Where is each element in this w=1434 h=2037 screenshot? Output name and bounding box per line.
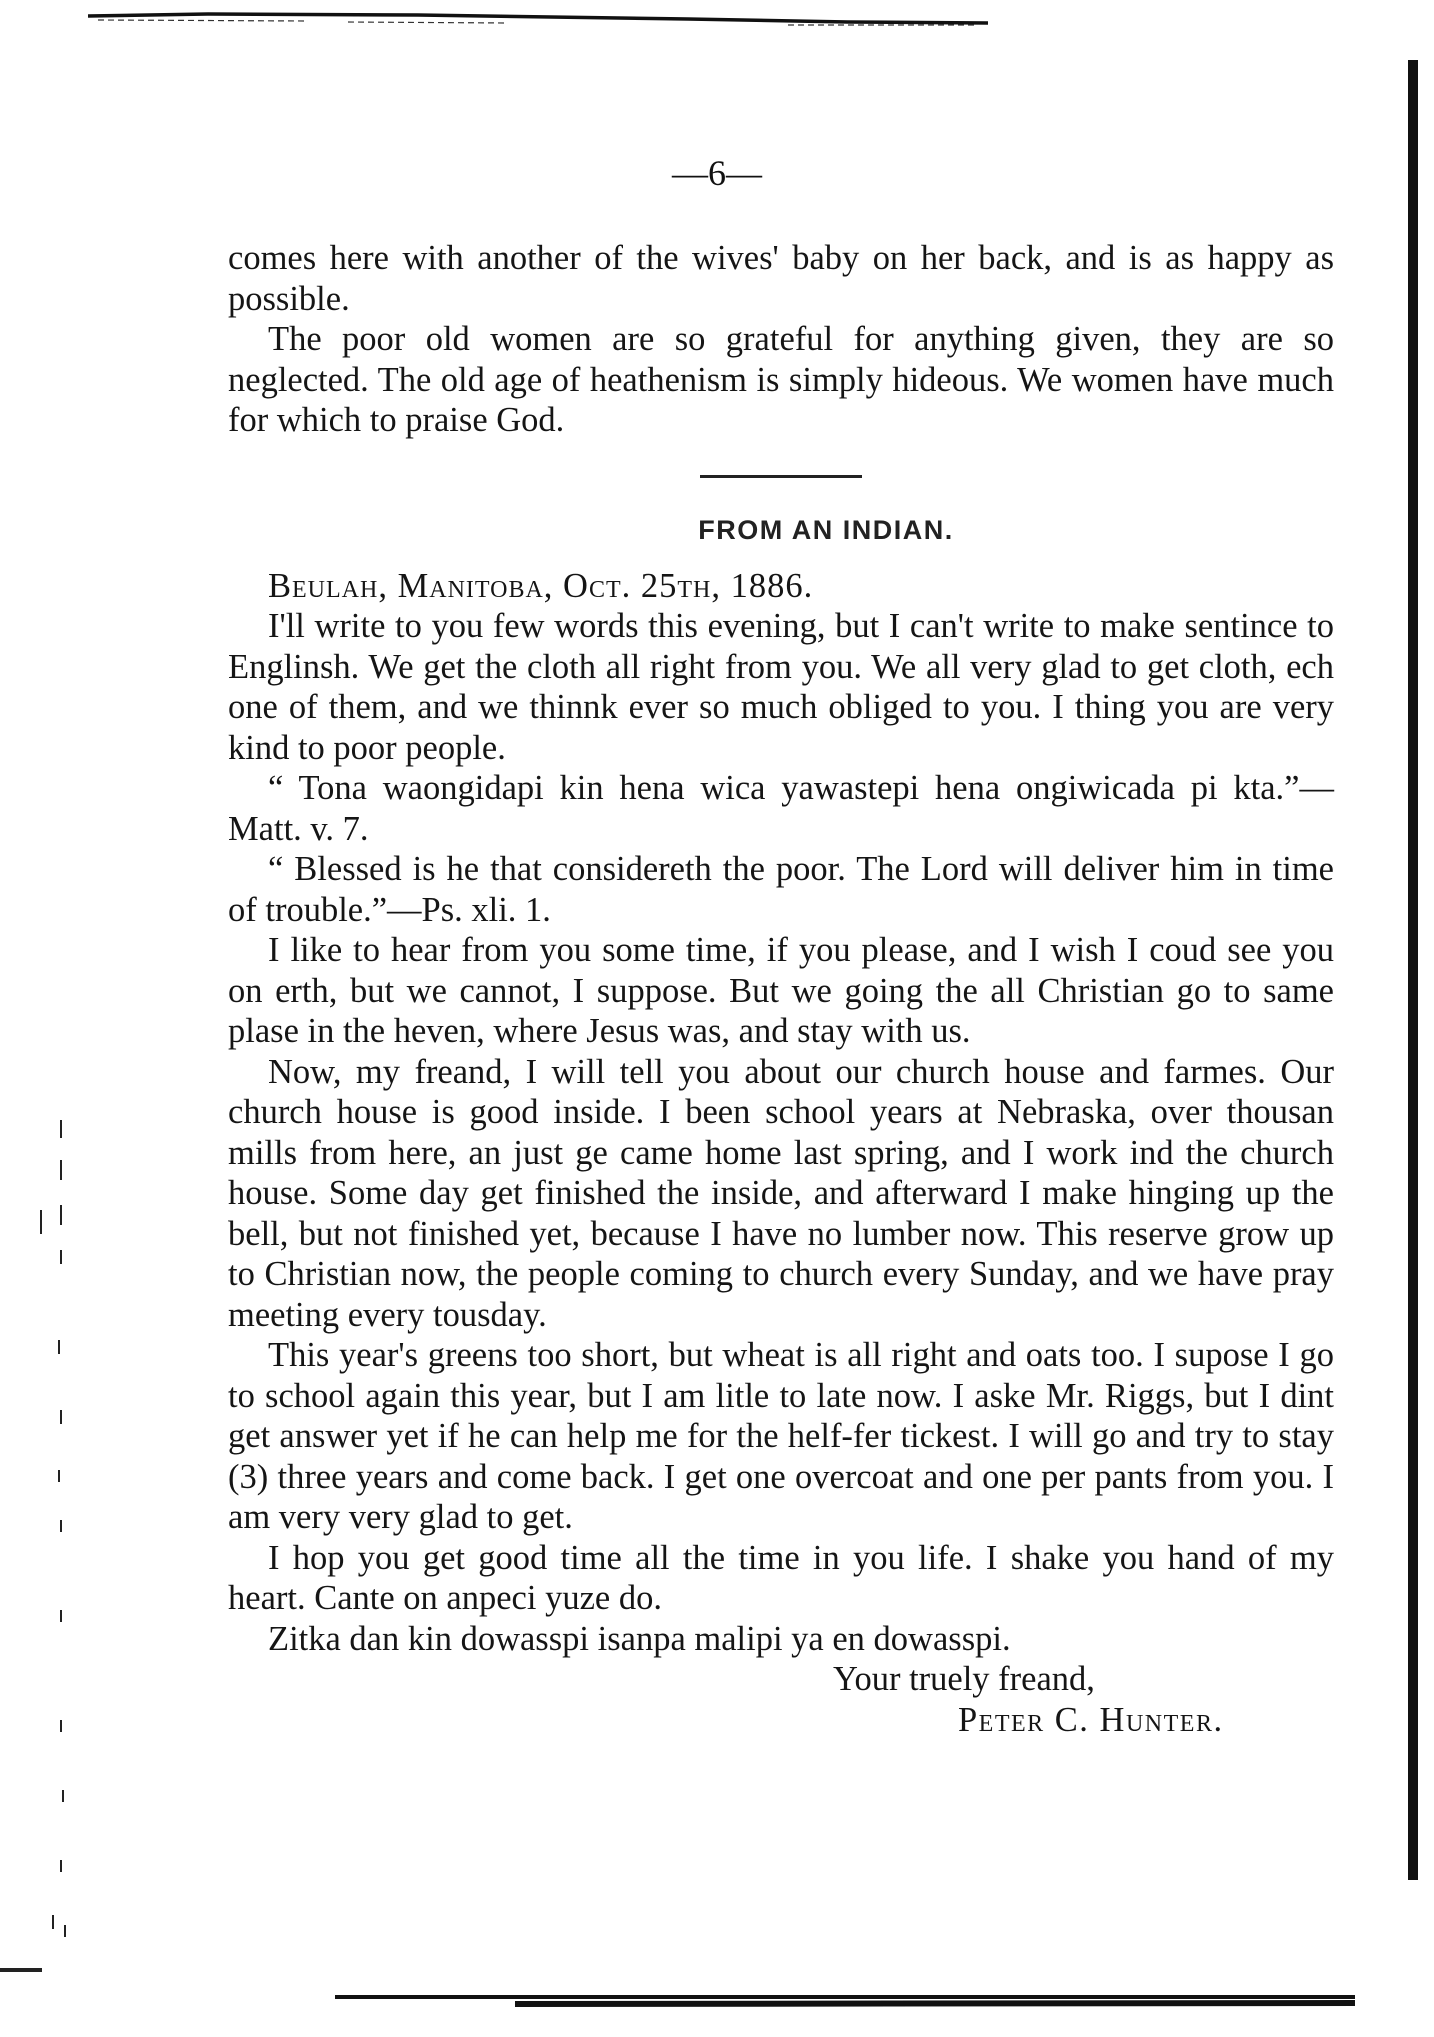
page-number: —6— <box>672 153 762 193</box>
bottom-printed-rule <box>335 1990 1355 2010</box>
letter-paragraph: Now, my freand, I will tell you about our church house and farmes. Our church house is good inside. I been school years at Nebraska, over thousan mills from here, an just ge came home last spring, and I work ind the church house. Some day get finished the inside, and afterward I make hinging up the bell, but not finished yet, because I have no lumber now. This reserve grow up to Christian now, the people coming to church every Sunday, and we have pray meeting every tousday. <box>228 1052 1334 1334</box>
letter-closing: Your truely freand, <box>833 1660 1095 1698</box>
letter-paragraph: “ Blessed is he that considereth the poor. The Lord will deliver him in time of trouble.”—Ps. xli. 1. <box>228 850 1334 929</box>
body-text <box>228 238 1334 1740</box>
section-divider <box>700 475 862 478</box>
letter-dateline: Beulah, Manitoba, Oct. 25th, 1886. <box>268 566 814 605</box>
letter-paragraph: I hop you get good time all the time in you life. I shake you hand of my heart. Cante on anpeci yuze do. <box>228 1538 1334 1617</box>
right-edge-bar <box>1408 60 1418 1880</box>
letter-paragraph: Zitka dan kin dowasspi isanpa malipi ya en dowasspi. <box>268 1619 1011 1658</box>
left-margin-specks <box>0 0 90 2037</box>
continuation-paragraph-2: The poor old women are so grateful for anything given, they are so neglected. The old age of heathenism is simply hideous. We women have much for which to praise God. <box>228 320 1334 439</box>
section-heading: FROM AN INDIAN. <box>698 514 954 545</box>
letter-paragraph: I like to hear from you some time, if you please, and I wish I coud see you on erth, but we cannot, I suppose. But we going the all Christian go to same plase in the heven, where Jesus was, and stay with us. <box>228 931 1334 1050</box>
letter-paragraph: I'll write to you few words this evening, but I can't write to make sentince to Englinsh. We get the cloth all right from you. We all very glad to get cloth, ech one of them, and we thinnk ever so much obliged to you. I thing you are very kind to poor people. <box>228 607 1334 767</box>
letter-paragraph: “ Tona waongidapi kin hena wica yawastepi hena ongiwicada pi kta.”—Matt. v. 7. <box>228 769 1334 848</box>
top-printed-rule <box>88 10 988 26</box>
letter-paragraph: This year's greens too short, but wheat is all right and oats too. I supose I go to school again this year, but I am litle to late now. I aske Mr. Riggs, but I dint get answer yet if he can help me for the helf-fer tickest. I will go and try to stay (3) three years and come back. I get one overcoat and one per pants from you. I am very very glad to get. <box>228 1336 1334 1536</box>
continuation-paragraph: comes here with another of the wives' baby on her back, and is as happy as possible. <box>228 239 1334 318</box>
letter-signature: Peter C. Hunter. <box>958 1700 1224 1739</box>
